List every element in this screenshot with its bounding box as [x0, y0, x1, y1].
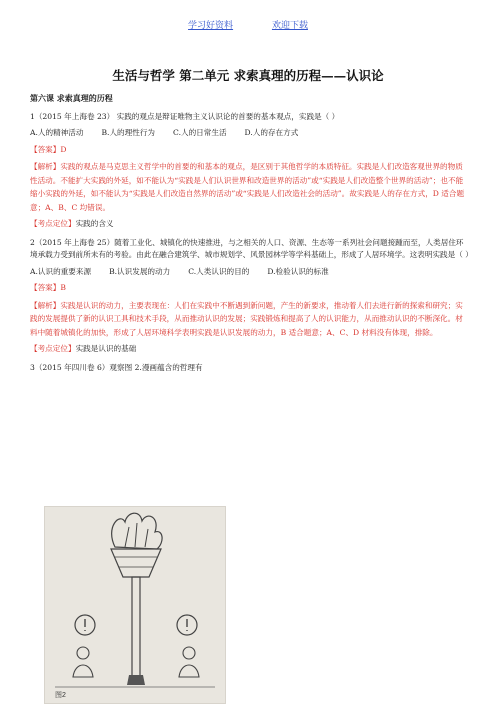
header-left-link[interactable]: 学习好资料 — [188, 21, 234, 31]
question-1-point — [30, 218, 470, 231]
option: B.认识发展的动力 — [109, 266, 171, 276]
right-body — [179, 665, 199, 677]
cartoon-illustration — [45, 507, 225, 703]
option: B.人的理性行为 — [101, 128, 156, 137]
document-title: 生活与哲学 第二单元 求索真理的历程——认识论 — [112, 68, 384, 83]
option: A.人的精神活动 — [30, 128, 84, 137]
point-text: 实践是认识的基础 — [75, 344, 137, 353]
question-1-options — [30, 127, 470, 140]
right-head — [183, 647, 195, 659]
question-2-analysis: 【解析】实践是认识的动力，主要表现在：人们在实践中不断遇到新问题，产生的新要求，推动着人们去进行新的探索和研究；实践的发展提供了新的认识工具和技术手段，从而推动认识的发展；实践锻炼和提高了人的认识能力，从而推动认识的不断深化。材料中随着城镇化的加快，形成了人居环境科学表明实践是认识发展的动力，B 适合题意；A、C、D 材料没有体现，排除。 — [30, 300, 463, 337]
point-label: 【考点定位】 — [30, 219, 76, 228]
lesson-heading: 第六课 求索真理的历程 — [30, 93, 113, 103]
left-body — [73, 665, 93, 677]
cup-lines — [115, 557, 157, 567]
torch-flame — [112, 513, 162, 549]
torch-cup — [111, 549, 161, 577]
question-1-answer: 【答案】D — [30, 144, 67, 154]
question-1-analysis: 【解析】实践的观点是马克思主义哲学中的首要的和基本的观点，是区别于其他哲学的本质特征。实践是人们改造客观世界的物质性活动。不能扩大实践的外延，如不能认为“实践是人们认识世界和改造世界的活动”或“实践是人们改造整个世界的活动”；也不能缩小实践的外延，如不能认为“实践是人们改造自然界的活动”或“实践是人们改造社会的活动”。故实践是人的存在方式，D 适合题意；A、B、C 均错误。 — [30, 162, 465, 212]
question-2-answer: 【答案】B — [30, 283, 66, 292]
left-head — [77, 647, 89, 659]
option: C.人类认识的目的 — [188, 266, 250, 276]
figure-label: 图2 — [55, 692, 66, 699]
point-text: 实践的含义 — [75, 219, 114, 228]
question-1-stem: 1（2015 年上海卷 23） 实践的观点是辩证唯物主义认识论的首要的基本观点，实践是（ ） — [30, 111, 340, 121]
question-2-point — [30, 343, 470, 356]
option: D.检验认识的标准 — [267, 266, 329, 276]
document-body — [30, 92, 473, 378]
question-3-stem: 3（2015 年四川卷 6）观察图 2.漫画蕴含的哲理有 — [30, 362, 203, 372]
cartoon-figure — [44, 506, 226, 704]
page-header — [0, 18, 496, 31]
question-2-stem: 2（2015 年上海卷 25）随着工业化、城镇化的快速推进，与之相关的人口、资源、生态等一系列社会问题接踵而至，人类居住环境承载力受到前所未有的考验。由此在融合建筑学、城市规划学、风景园林学等学科基础上，形成了人居环境学。这表明实践是（ ） — [30, 237, 473, 259]
torch-base — [127, 675, 145, 685]
point-label: 【考点定位】 — [30, 344, 76, 353]
torch-handle — [132, 577, 140, 677]
header-right-link[interactable]: 欢迎下载 — [271, 21, 308, 31]
flame-lines — [125, 523, 148, 547]
option: C.人的日常生活 — [173, 128, 227, 137]
option: A.认识的重要来源 — [30, 266, 92, 276]
question-2-options — [30, 266, 470, 279]
option: D.人的存在方式 — [244, 128, 299, 137]
